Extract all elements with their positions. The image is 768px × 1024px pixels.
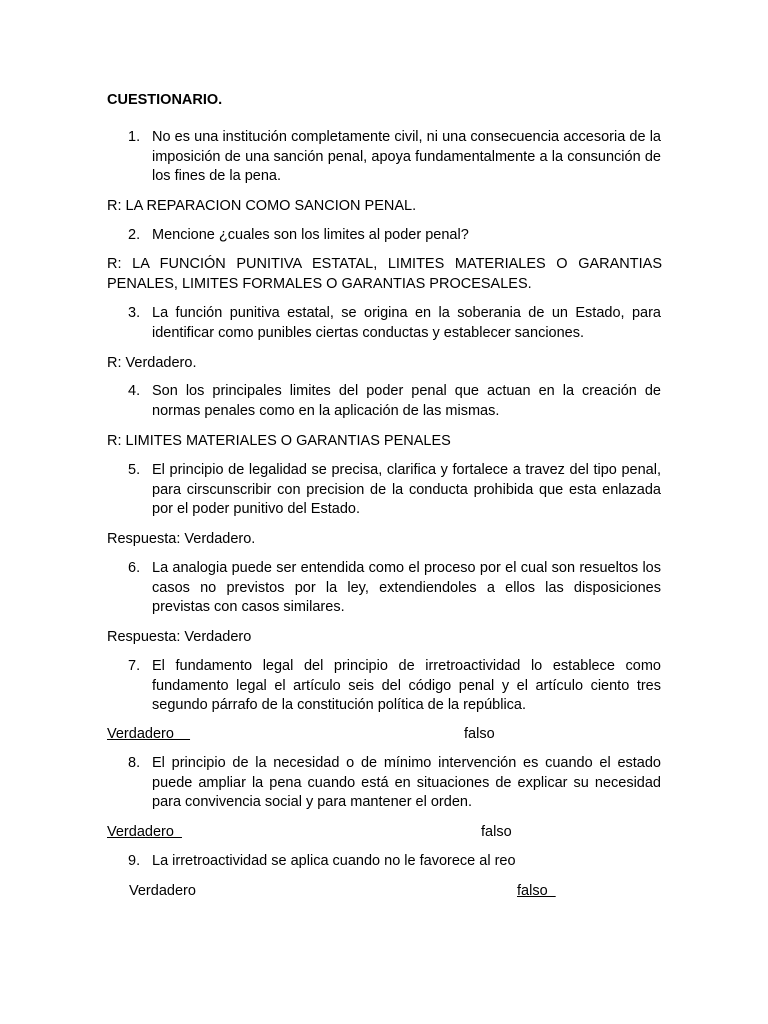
question-number: 6. bbox=[128, 560, 141, 576]
question-number: 2. bbox=[128, 227, 141, 243]
false-option-7: falso bbox=[464, 726, 495, 742]
true-option-9: Verdadero bbox=[129, 883, 196, 899]
answer-2: R: LA FUNCIÓN PUNITIVA ESTATAL, LIMITES MATERIALES O GARANTIAS PENALES, LIMITES FORMALES O GARANTIAS PROCESALES. bbox=[107, 256, 662, 292]
question-text: La analogia puede ser entendida como el proceso por el cual son resueltos los casos no previstos por la ley, extendiendoles a ellos las disposiciones previstas con casos similares. bbox=[152, 560, 661, 615]
question-text: El principio de legalidad se precisa, clarifica y fortalece a travez del tipo penal, para cirscunscribir con precision de la conducta prohibida que esta enlazada por el poder punitivo del Estado. bbox=[152, 462, 661, 517]
question-text: El principio de la necesidad o de mínimo intervención es cuando el estado puede ampliar la pena cuando está en situaciones de explicar su necesidad para convivencia social y para mantener el orden. bbox=[152, 755, 661, 810]
question-text: La función punitiva estatal, se origina en la soberania de un Estado, para identificar como punibles ciertas conductas y establecer sanciones. bbox=[152, 305, 661, 341]
true-option-7: Verdadero bbox=[107, 726, 191, 742]
question-number: 1. bbox=[128, 129, 141, 145]
answer-5: Respuesta: Verdadero. bbox=[107, 531, 256, 547]
question-number: 9. bbox=[128, 853, 141, 869]
question-number: 4. bbox=[128, 383, 141, 399]
question-number: 8. bbox=[128, 755, 141, 771]
question-number: 3. bbox=[128, 305, 141, 321]
answer-3: R: Verdadero. bbox=[107, 355, 197, 371]
answer-4: R: LIMITES MATERIALES O GARANTIAS PENALES bbox=[107, 433, 451, 449]
question-text: El fundamento legal del principio de irretroactividad lo establece como fundamento legal el artículo seis del código penal y el artículo ciento tres segundo párrafo de la constitución política de la república. bbox=[152, 658, 661, 713]
question-text: No es una institución completamente civil, ni una consecuencia accesoria de la imposición de una sanción penal, apoya fundamentalmente a la consunción de los fines de la pena. bbox=[152, 129, 661, 184]
question-text: Son los principales limites del poder penal que actuan en la creación de normas penales como en la aplicación de las mismas. bbox=[152, 383, 661, 419]
question-text: Mencione ¿cuales son los limites al poder penal? bbox=[152, 227, 469, 243]
question-number: 7. bbox=[128, 658, 141, 674]
false-option-9: falso bbox=[517, 883, 556, 899]
false-option-8: falso bbox=[481, 824, 512, 840]
question-text: La irretroactividad se aplica cuando no le favorece al reo bbox=[152, 853, 516, 869]
answer-6: Respuesta: Verdadero bbox=[107, 629, 252, 645]
true-option-8: Verdadero bbox=[107, 824, 182, 840]
question-number: 5. bbox=[128, 462, 141, 478]
page-title: CUESTIONARIO. bbox=[107, 92, 223, 108]
answer-1: R: LA REPARACION COMO SANCION PENAL. bbox=[107, 198, 417, 214]
